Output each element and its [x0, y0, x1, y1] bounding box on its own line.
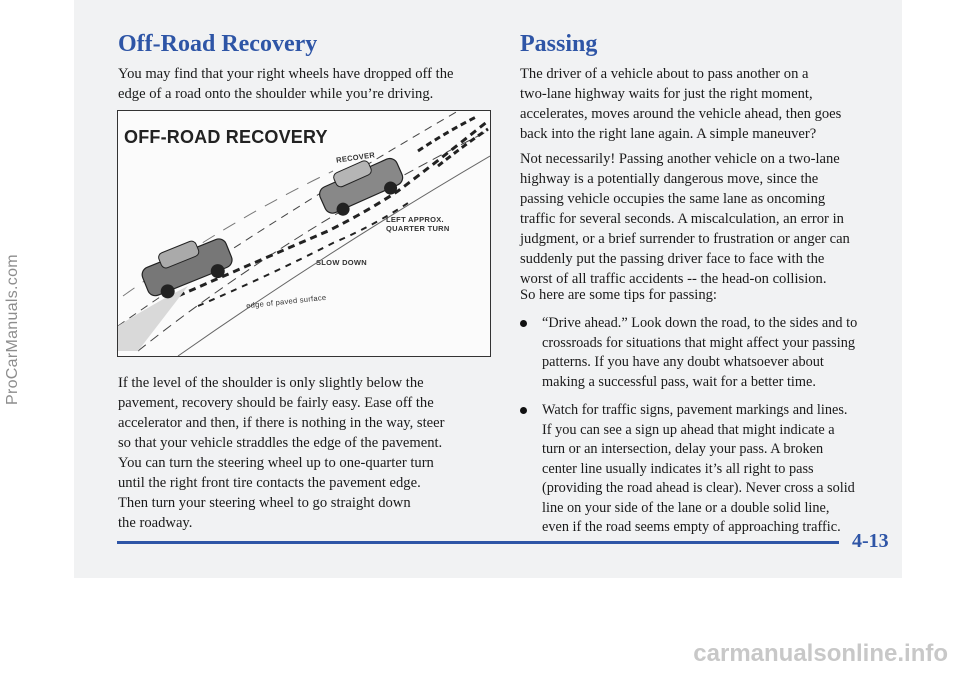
text-line: making a successful pass, wait for a better time. — [542, 373, 816, 390]
text-line: If you can see a sign up ahead that might indicate a — [542, 421, 835, 438]
text-line: pavement, recovery should be fairly easy. Ease off the — [118, 395, 434, 411]
text-line: highway is a potentially dangerous move, since the — [520, 171, 819, 187]
text-line: two-lane highway waits for just the right moment, — [520, 86, 813, 102]
side-watermark: ProCarManuals.com — [4, 254, 21, 406]
text-line: If the level of the shoulder is only slightly below the — [118, 375, 424, 391]
label-recover: RECOVER — [335, 150, 376, 165]
bullet-icon — [520, 407, 527, 414]
off-road-recovery-illustration — [117, 110, 491, 357]
text-line: accelerator and then, if there is nothing in the way, steer — [118, 415, 445, 431]
figure-title: OFF-ROAD RECOVERY — [124, 127, 328, 147]
label-quarter-turn — [386, 215, 450, 233]
text-line: So here are some tips for passing: — [520, 287, 717, 303]
text-line: Watch for traffic signs, pavement markings and lines. — [542, 402, 848, 418]
text-line: until the right front tire contacts the pavement edge. — [118, 475, 421, 491]
text-line: Then turn your steering wheel to go straight down — [118, 495, 411, 511]
list-item — [520, 401, 880, 538]
text-line: traffic for several seconds. A miscalculation, an error in — [520, 211, 844, 227]
footer-rule — [117, 541, 839, 544]
text-line: line on your side of the lane or a double solid line, — [542, 499, 830, 516]
label-edge: edge of paved surface — [245, 292, 327, 311]
car-lower — [137, 229, 237, 304]
passing-paragraph-3 — [520, 285, 890, 305]
bottom-watermark: carmanualsonline.info — [693, 640, 948, 667]
label-line: QUARTER TURN — [386, 224, 450, 233]
text-line: turn or an intersection, delay your pass. A broken — [542, 441, 824, 457]
passing-tips-list — [520, 314, 880, 547]
text-line: center line usually indicates it’s all right to pass — [542, 460, 814, 477]
text-line: suddenly put the passing driver face to face with the — [520, 251, 825, 267]
list-item — [520, 314, 880, 392]
text-line: edge of a road onto the shoulder while you’re driving. — [118, 86, 434, 102]
text-line: back into the right lane again. A simple maneuver? — [520, 126, 817, 142]
section-heading-passing: Passing — [520, 31, 598, 57]
text-line: You may find that your right wheels have dropped off the — [118, 66, 454, 82]
text-line: You can turn the steering wheel up to one-quarter turn — [118, 455, 434, 471]
text-line: so that your vehicle straddles the edge of the pavement. — [118, 435, 443, 451]
text-line: (providing the road ahead is clear). Never cross a solid — [542, 480, 855, 496]
recovery-paragraph — [118, 373, 498, 533]
passing-paragraph-2 — [520, 149, 890, 289]
text-line: “Drive ahead.” Look down the road, to the sides and to — [542, 315, 858, 331]
label-slow-down: SLOW DOWN — [316, 258, 368, 267]
section-heading-off-road-recovery: Off-Road Recovery — [118, 31, 318, 57]
page-number: 4-13 — [852, 530, 889, 552]
text-line: accelerates, moves around the vehicle ahead, then goes — [520, 106, 842, 122]
text-line: judgment, or a brief surrender to frustration or anger can — [520, 231, 850, 247]
intro-paragraph — [118, 64, 488, 104]
bullet-icon — [520, 320, 527, 327]
passing-paragraph-1 — [520, 64, 890, 144]
text-line: The driver of a vehicle about to pass another on a — [520, 66, 809, 82]
text-line: even if the road seems empty of approaching traffic. — [542, 519, 841, 535]
label-line: LEFT APPROX. — [386, 215, 444, 224]
text-line: crossroads for situations that might affect your passing — [542, 334, 856, 351]
text-line: worst of all traffic accidents -- the head-on collision. — [520, 271, 827, 287]
text-line: the roadway. — [118, 515, 193, 531]
text-line: Not necessarily! Passing another vehicle on a two-lane — [520, 151, 840, 167]
text-line: patterns. If you have any doubt whatsoever about — [542, 354, 824, 370]
text-line: passing vehicle occupies the same lane as oncoming — [520, 191, 826, 207]
